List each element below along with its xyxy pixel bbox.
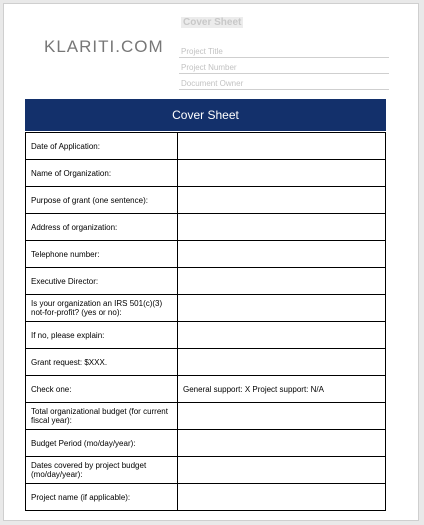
- row-value-field[interactable]: [178, 322, 386, 349]
- row-value-field[interactable]: [178, 457, 386, 484]
- table-row: [26, 295, 386, 322]
- row-label: Purpose of grant (one sentence):: [26, 187, 178, 214]
- row-label: Date of Application:: [26, 133, 178, 160]
- header-title: Cover Sheet: [183, 17, 242, 28]
- table-row: [26, 187, 386, 214]
- table-row: [26, 484, 386, 511]
- row-value-field[interactable]: [178, 268, 386, 295]
- row-label: Address of organization:: [26, 214, 178, 241]
- table-row: [26, 241, 386, 268]
- row-label: Executive Director:: [26, 268, 178, 295]
- row-value-field[interactable]: [178, 484, 386, 511]
- row-label: If no, please explain:: [26, 322, 178, 349]
- row-value-field[interactable]: [178, 430, 386, 457]
- row-label: Grant request: $XXX.: [26, 349, 178, 376]
- row-label: Is your organization an IRS 501(c)(3) not-for-profit? (yes or no):: [26, 295, 178, 322]
- row-value-field[interactable]: [178, 187, 386, 214]
- row-value-field[interactable]: [178, 403, 386, 430]
- header-field-project-title[interactable]: [179, 41, 389, 58]
- header-field-document-owner[interactable]: [179, 73, 389, 90]
- cover-sheet-table: [25, 132, 386, 511]
- table-row: [26, 457, 386, 484]
- table-row: [26, 133, 386, 160]
- header-field-label: Project Number: [181, 63, 237, 72]
- row-label: Name of Organization:: [26, 160, 178, 187]
- header-field-project-number[interactable]: [179, 57, 389, 74]
- table-row: [26, 430, 386, 457]
- header-field-label: Document Owner: [181, 79, 244, 88]
- cover-sheet-banner: Cover Sheet: [25, 99, 386, 131]
- table-row: [26, 349, 386, 376]
- row-value-field[interactable]: [178, 133, 386, 160]
- table-row: [26, 214, 386, 241]
- document-page: [3, 3, 419, 521]
- row-label: Dates covered by project budget (mo/day/year):: [26, 457, 178, 484]
- row-value-field[interactable]: [178, 349, 386, 376]
- header-field-label: Project Title: [181, 47, 223, 56]
- row-label: Check one:: [26, 376, 178, 403]
- table-row: [26, 322, 386, 349]
- row-value-field[interactable]: [178, 214, 386, 241]
- table-row: [26, 160, 386, 187]
- row-label: Total organizational budget (for current fiscal year):: [26, 403, 178, 430]
- row-value-field[interactable]: [178, 160, 386, 187]
- row-label: Telephone number:: [26, 241, 178, 268]
- table-row: [26, 268, 386, 295]
- logo: KLARITI.COM: [44, 37, 164, 56]
- row-value-field[interactable]: [178, 295, 386, 322]
- row-value-field[interactable]: [178, 241, 386, 268]
- row-value-field[interactable]: General support: X Project support: N/A: [178, 376, 386, 403]
- row-label: Budget Period (mo/day/year):: [26, 430, 178, 457]
- table-row: [26, 403, 386, 430]
- row-label: Project name (if applicable):: [26, 484, 178, 511]
- table-row: [26, 376, 386, 403]
